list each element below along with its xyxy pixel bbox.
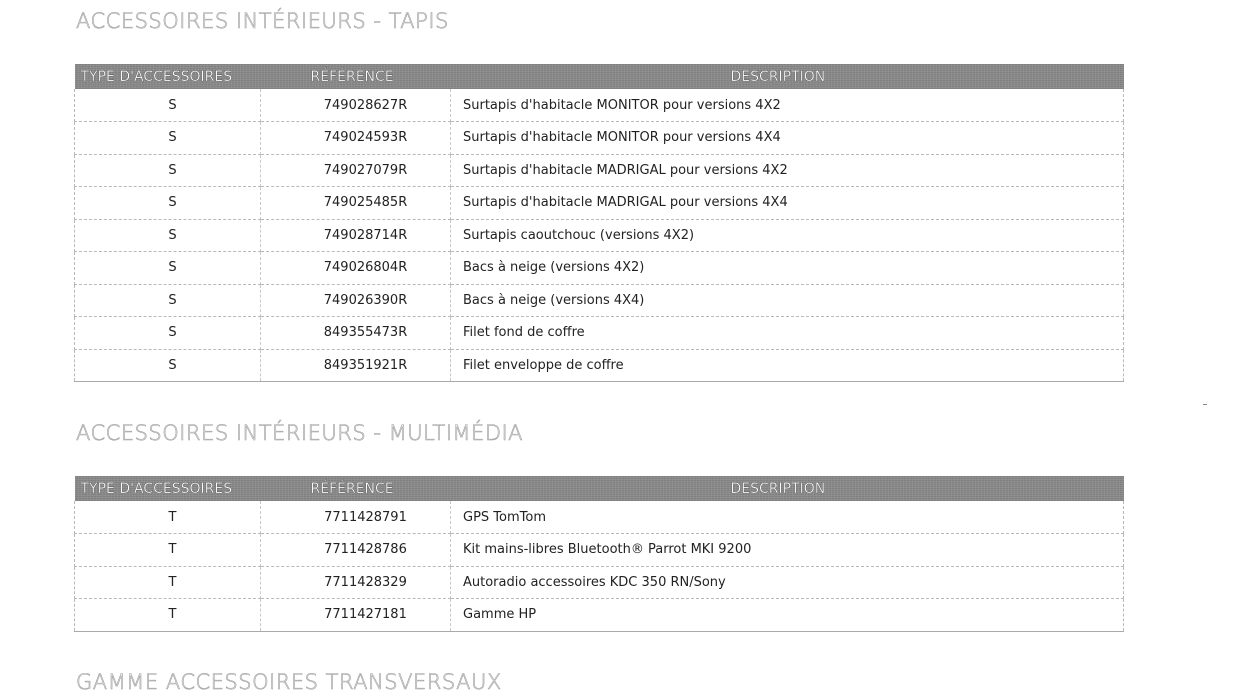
cell-reference: 849355473R — [261, 317, 451, 350]
cell-description: Surtapis caoutchouc (versions 4X2) — [451, 219, 1124, 252]
cell-description: Filet enveloppe de coffre — [451, 349, 1124, 382]
cell-description: Surtapis d'habitacle MONITOR pour versions 4X2 — [451, 89, 1124, 122]
column-header-type: TYPE D'ACCESSOIRES — [80, 68, 233, 85]
table-row — [75, 89, 1124, 122]
cell-type: T — [75, 501, 261, 534]
cell-reference: 749028714R — [261, 219, 451, 252]
cell-type: S — [75, 349, 261, 382]
cell-reference: 749026390R — [261, 284, 451, 317]
table-row — [75, 252, 1124, 285]
cell-type: T — [75, 566, 261, 599]
cell-reference: 749028627R — [261, 89, 451, 122]
table-row — [75, 187, 1124, 220]
section-title-transversaux: GAMME ACCESSOIRES TRANSVERSAUX — [76, 670, 502, 694]
cell-description: Autoradio accessoires KDC 350 RN/Sony — [451, 566, 1124, 599]
cell-description: Bacs à neige (versions 4X4) — [451, 284, 1124, 317]
column-header-description: DESCRIPTION — [730, 480, 826, 497]
cell-description: Filet fond de coffre — [451, 317, 1124, 350]
cell-reference: 7711428786 — [261, 534, 451, 567]
table-header-row — [75, 64, 1124, 89]
column-header-description: DESCRIPTION — [730, 68, 826, 85]
cell-reference: 749026804R — [261, 252, 451, 285]
cell-reference: 7711428329 — [261, 566, 451, 599]
table-row — [75, 349, 1124, 382]
section-title-multimedia: ACCESSOIRES INTÉRIEURS - MULTIMÉDIA — [76, 421, 524, 445]
accessories-table-multimedia — [74, 476, 1124, 632]
table-row — [75, 501, 1124, 534]
cell-type: T — [75, 534, 261, 567]
cell-reference: 749027079R — [261, 154, 451, 187]
table-row — [75, 599, 1124, 632]
table-row — [75, 566, 1124, 599]
section-title-tapis: ACCESSOIRES INTÉRIEURS - TAPIS — [76, 9, 449, 33]
table-row — [75, 154, 1124, 187]
cell-description: Surtapis d'habitacle MADRIGAL pour versions 4X2 — [451, 154, 1124, 187]
scan-speck — [1203, 404, 1207, 405]
table-row — [75, 284, 1124, 317]
column-header-reference: RÉFÉRENCE — [310, 480, 394, 497]
cell-reference: 7711428791 — [261, 501, 451, 534]
column-header-reference: RÉFÉRENCE — [310, 68, 394, 85]
table-row — [75, 219, 1124, 252]
cell-description: Gamme HP — [451, 599, 1124, 632]
cell-description: Surtapis d'habitacle MADRIGAL pour versions 4X4 — [451, 187, 1124, 220]
cell-reference: 749024593R — [261, 122, 451, 155]
cell-reference: 7711427181 — [261, 599, 451, 632]
cell-type: S — [75, 187, 261, 220]
cell-description: Kit mains-libres Bluetooth® Parrot MKI 9200 — [451, 534, 1124, 567]
column-header-type: TYPE D'ACCESSOIRES — [80, 480, 233, 497]
table-row — [75, 534, 1124, 567]
cell-type: S — [75, 154, 261, 187]
cell-description: GPS TomTom — [451, 501, 1124, 534]
cell-description: Bacs à neige (versions 4X2) — [451, 252, 1124, 285]
cell-type: S — [75, 122, 261, 155]
table-row — [75, 122, 1124, 155]
cell-type: S — [75, 89, 261, 122]
cell-type: S — [75, 284, 261, 317]
cell-description: Surtapis d'habitacle MONITOR pour versions 4X4 — [451, 122, 1124, 155]
table-row — [75, 317, 1124, 350]
cell-type: S — [75, 219, 261, 252]
accessories-table-tapis — [74, 64, 1124, 382]
cell-type: T — [75, 599, 261, 632]
cell-type: S — [75, 317, 261, 350]
cell-reference: 749025485R — [261, 187, 451, 220]
table-header-row — [75, 476, 1124, 501]
cell-reference: 849351921R — [261, 349, 451, 382]
cell-type: S — [75, 252, 261, 285]
